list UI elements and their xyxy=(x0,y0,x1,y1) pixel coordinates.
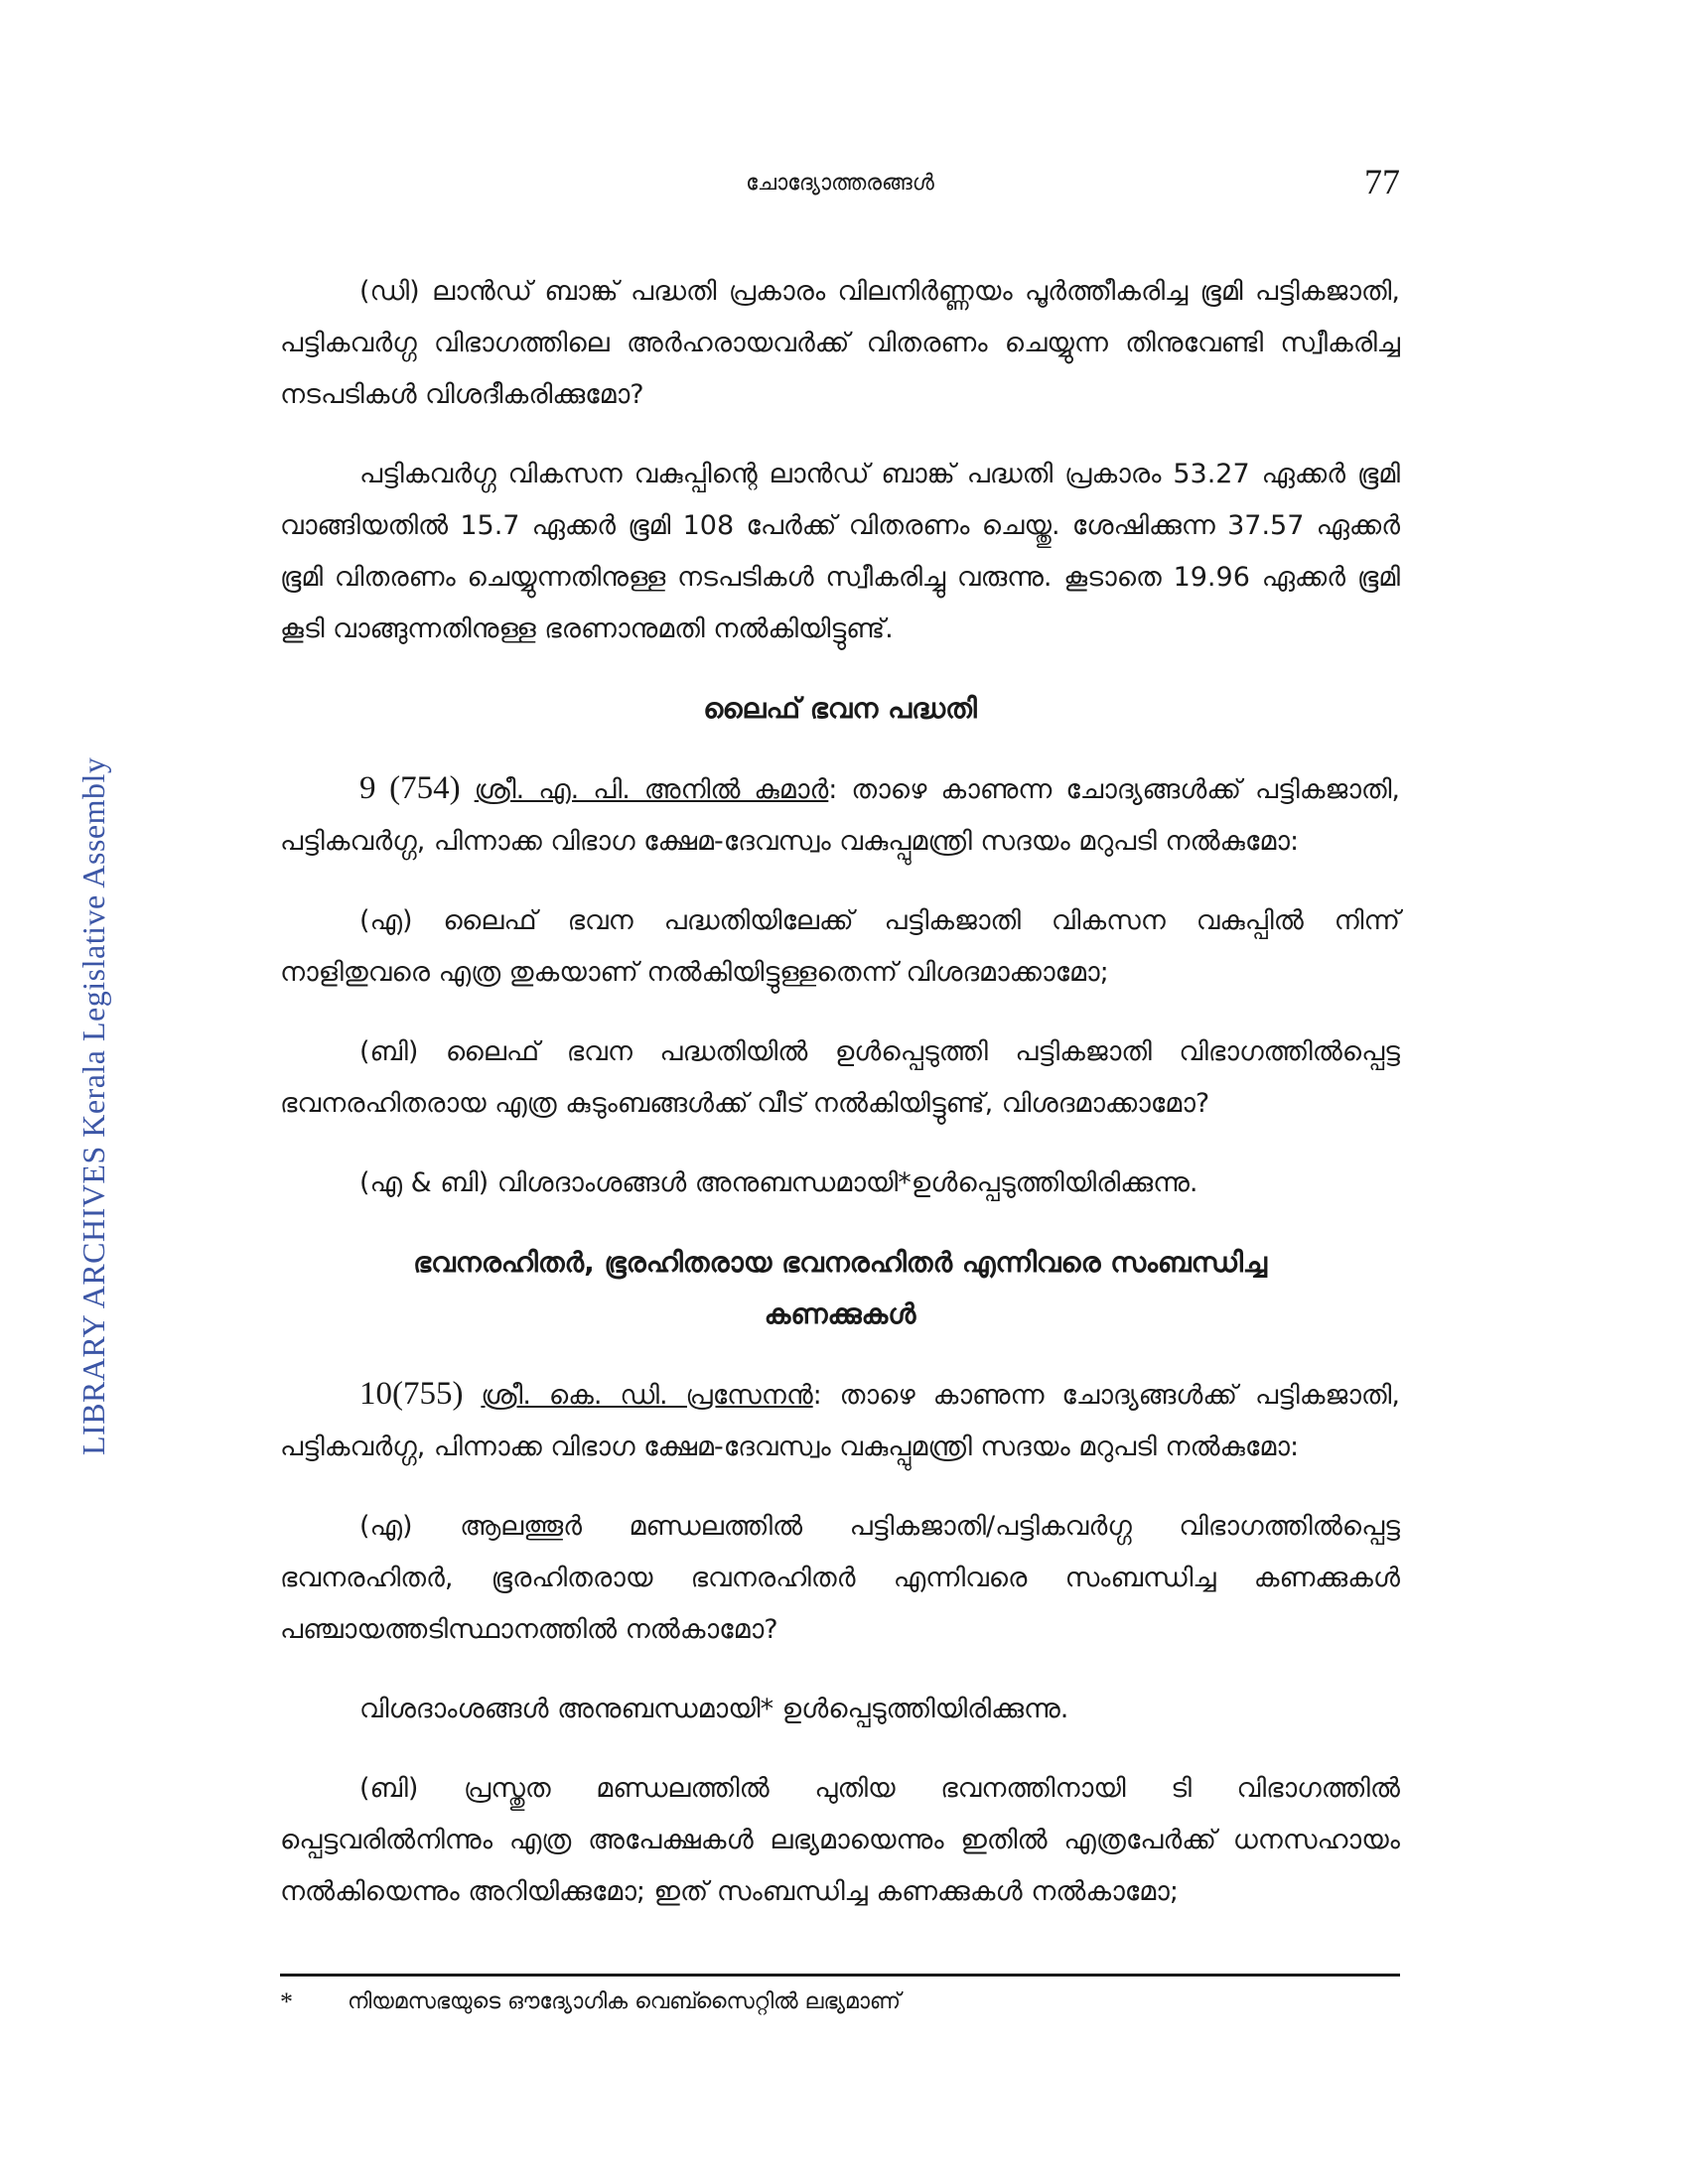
running-title: ചോദ്യോത്തരങ്ങൾ xyxy=(746,171,934,196)
question-d: (ഡി) ലാൻഡ് ബാങ്ക് പദ്ധതി പ്രകാരം വിലനിർണ്ണയം പൂർത്തീകരിച്ച ഭൂമി പട്ടികജാതി, പട്ടികവർഗ്ഗ വിഭാഗത്തിലെ അർഹരായവർക്ക് വിതരണം ചെയ്യുന്ന തിനുവേണ്ടി സ്വീകരിച്ച നടപടികൾ വിശദീകരിക്കുമോ? xyxy=(280,276,1400,410)
section-heading-homeless xyxy=(280,1237,1400,1340)
answer-9: (എ & ബി) വിശദാംശങ്ങൾ അനുബന്ധമായി*ഉൾപ്പെടുത്തിയിരിക്കുന്നു. xyxy=(359,1167,1198,1198)
page-header xyxy=(280,162,1400,206)
question-10-a: (എ) ആലത്തൂർ മണ്ഡലത്തിൽ പട്ടികജാതി/പട്ടികവർഗ്ഗ വിഭാഗത്തിൽപ്പെട്ട ഭവനരഹിതർ, ഭൂരഹിതരായ ഭവനരഹിതർ എന്നിവരെ സംബന്ധിച്ച കണക്കുകൾ പഞ്ചായത്തടിസ്ഥാനത്തിൽ നൽകാമോ? xyxy=(280,1511,1400,1645)
archive-watermark: LIBRARY ARCHIVES Kerala Legislative Assembly xyxy=(75,756,111,1455)
heading-line-2: കണക്കുകൾ xyxy=(764,1297,916,1330)
question-intro-text: : താഴെ കാണുന്ന ചോദ്യങ്ങൾക്ക് പട്ടികജാതി, പട്ടികവർഗ്ഗ, പിന്നാക്ക വിഭാഗ ക്ഷേമ-ദേവസ്വം വകുപ്പുമന്ത്രി സദയം മറുപടി നൽകുമോ: xyxy=(280,774,1401,857)
question-number: 9 (754) xyxy=(359,770,461,806)
footnote-divider xyxy=(280,1974,1400,1977)
member-name: ശ്രീ. എ. പി. അനിൽ കുമാർ xyxy=(474,774,829,805)
question-9-b: (ബി) ലൈഫ് ഭവന പദ്ധതിയിൽ ഉൾപ്പെടുത്തി പട്ടികജാതി വിഭാഗത്തിൽപ്പെട്ട ഭവനരഹിതരായ എത്ര കുടുംബങ്ങൾക്ക് വീട് നൽകിയിട്ടുണ്ട്, വിശദമാക്കാമോ? xyxy=(280,1036,1400,1119)
member-name: ശ്രീ. കെ. ഡി. പ്രസേനൻ xyxy=(481,1380,813,1411)
page-body xyxy=(280,266,1400,1946)
answer-d: പട്ടികവർഗ്ഗ വികസന വകുപ്പിന്റെ ലാൻഡ് ബാങ്ക് പദ്ധതി പ്രകാരം 53.27 ഏക്കർ ഭൂമി വാങ്ങിയതിൽ 15.7 ഏക്കർ ഭൂമി 108 പേർക്ക് വിതരണം ചെയ്തു. ശേഷിക്കുന്ന 37.57 ഏക്കർ ഭൂമി വിതരണം ചെയ്യുന്നതിനുള്ള നടപടികൾ സ്വീകരിച്ചു വരുന്നു. കൂടാതെ 19.96 ഏക്കർ ഭൂമി കൂടി വാങ്ങുന്നതിനുള്ള ഭരണാനുമതി നൽകിയിട്ടുണ്ട്. xyxy=(280,459,1400,644)
question-10-intro xyxy=(280,1368,1400,1473)
footnote-text: നിയമസഭയുടെ ഔദ്യോഗിക വെബ്സൈറ്റിൽ ലഭ്യമാണ് xyxy=(348,1989,902,2014)
answer-10-a: വിശദാംശങ്ങൾ അനുബന്ധമായി* ഉൾപ്പെടുത്തിയിരിക്കുന്നു. xyxy=(359,1694,1069,1724)
question-9-intro xyxy=(280,762,1400,868)
footnote-mark: * xyxy=(280,1987,293,2016)
question-intro-text: : താഴെ കാണുന്ന ചോദ്യങ്ങൾക്ക് പട്ടികജാതി, പട്ടികവർഗ്ഗ, പിന്നാക്ക വിഭാഗ ക്ഷേമ-ദേവസ്വം വകുപ്പുമന്ത്രി സദയം മറുപടി നൽകുമോ: xyxy=(280,1380,1400,1462)
question-9-a: (എ) ലൈഫ് ഭവന പദ്ധതിയിലേക്ക് പട്ടികജാതി വികസന വകുപ്പിൽ നിന്ന് നാളിതുവരെ എത്ര തുകയാണ് നൽകിയിട്ടുള്ളതെന്ന് വിശദമാക്കാമോ; xyxy=(280,905,1400,988)
question-number: 10(755) xyxy=(359,1376,464,1412)
page-number: 77 xyxy=(1364,162,1400,202)
section-heading-life: ലൈഫ് ഭവന പദ്ധതി xyxy=(703,692,977,725)
heading-line-1: ഭവനരഹിതർ, ഭൂരഹിതരായ ഭവനരഹിതർ എന്നിവരെ സംബന്ധിച്ച xyxy=(413,1246,1267,1279)
question-10-b: (ബി) പ്രസ്തുത മണ്ഡലത്തിൽ പുതിയ ഭവനത്തിനായി ടി വിഭാഗത്തിൽ പ്പെട്ടവരിൽനിന്നും എത്ര അപേക്ഷകൾ ലഭ്യമായെന്നും ഇതിൽ എത്രപേർക്ക് ധനസഹായം നൽകിയെന്നും അറിയിക്കുമോ; ഇത് സംബന്ധിച്ച കണക്കുകൾ നൽകാമോ; xyxy=(280,1773,1400,1907)
